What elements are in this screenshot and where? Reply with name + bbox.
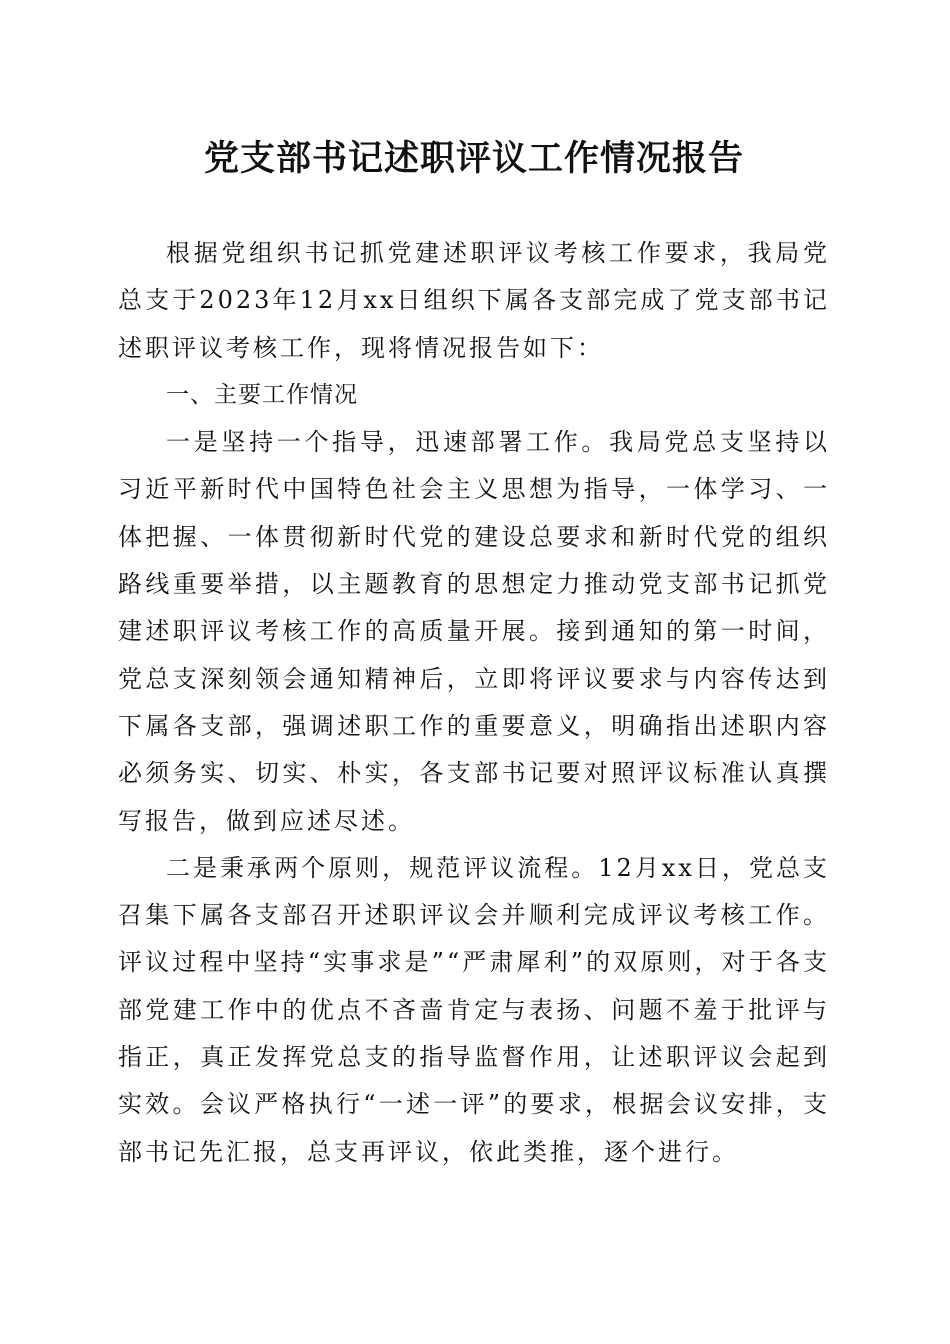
item-text-1: 我局党总支坚持以习近平新时代中国特色社会主义思想为指导，一体学习、一体把握、一体贯彻新时代党的建设总要求和新时代党的组织路线重要举措，以主题教育的思想定力推动党支部书记抓党建述职评议考核工作的高质量开展。接到通知的第一时间，党总支深刻领会通知精神后，立即将评议要求与内容传达到下属各支部，强调述职工作的重要意义，明确指出述职内容必须务实、切实、朴实，各支部书记要对照评议标准认真撰写报告，做到应述尽述。 (118, 428, 831, 835)
document-title: 党支部书记述职评议工作情况报告 (203, 138, 744, 179)
intro-paragraph (118, 230, 830, 372)
intro-text: 根据党组织书记抓党建述职评议考核工作要求，我局党总支于2023年12月xx日组织下属各支部完成了党支部书记述职评议考核工作，现将情况报告如下： (118, 239, 830, 362)
item-lead-2: 二是秉承两个原则，规范评议流程。 (166, 853, 599, 882)
item-text-2: 12月xx日，党总支召集下属各支部召开述职评议会并顺利完成评议考核工作。评议过程中坚持“实事求是”“严肃犀利”的双原则，对于各支部党建工作中的优点不吝啬肯定与表扬、问题不羞于批评与指正，真正发挥党总支的指导监督作用，让述职评议会起到实效。会议严格执行“一述一评”的要求，根据会议安排，支部书记先汇报，总支再评议，依此类推，逐个进行。 (118, 853, 831, 1166)
section-heading: 一、主要工作情况 (166, 381, 358, 408)
item-paragraph-1 (118, 419, 830, 845)
item-paragraph-2 (118, 845, 830, 1176)
item-lead-1: 一是坚持一个指导，迅速部署工作。 (166, 428, 610, 457)
document-body (118, 230, 830, 1176)
